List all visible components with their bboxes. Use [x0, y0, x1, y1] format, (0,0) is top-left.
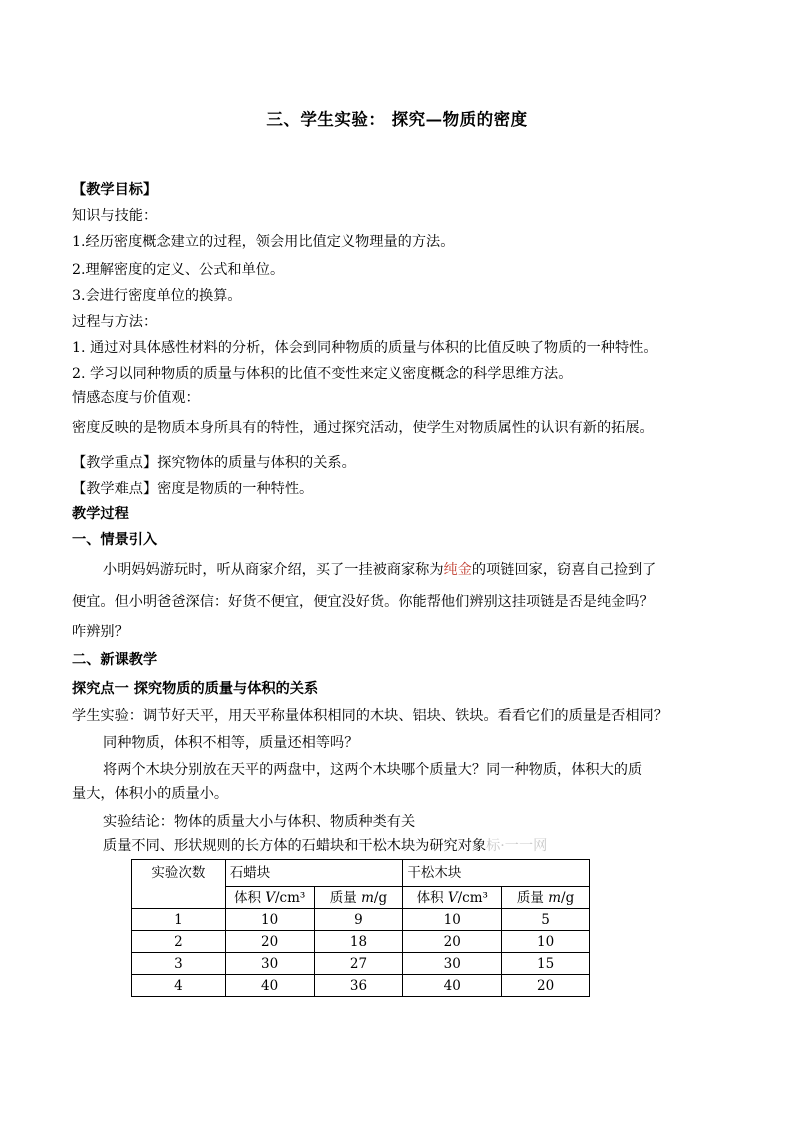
body-line: 实验结论：物体的质量大小与体积、物质种类有关 — [103, 814, 416, 830]
table-cell: 20 — [502, 975, 590, 997]
table-cell: 3 — [132, 953, 226, 975]
table-header-cell — [502, 887, 590, 909]
table-group-header: 石蜡块 — [225, 860, 403, 887]
table-cell: 27 — [314, 953, 403, 975]
vol-var: V — [447, 889, 458, 906]
mass-label: 质量 — [329, 889, 362, 906]
process-heading: 过程与方法： — [72, 314, 158, 330]
knowledge-item: 3.会进行密度单位的换算。 — [72, 288, 242, 304]
table-cell: 30 — [225, 953, 314, 975]
table-cell: 2 — [132, 931, 226, 953]
table-cell: 9 — [314, 909, 403, 931]
intro-text: 的项链回家，窃喜自己捡到了 — [471, 562, 657, 578]
body-line: 同种物质，体积不相等，质量还相等吗？ — [103, 735, 359, 751]
table-cell: 15 — [502, 953, 590, 975]
table-cell: 18 — [314, 931, 403, 953]
process-item: 2. 学习以同种物质的质量与体积的比值不变性来定义密度概念的科学思维方法。 — [72, 366, 573, 382]
table-header-cell: 实验次数 — [132, 860, 226, 909]
table-cell: 4 — [132, 975, 226, 997]
intro-paragraph-line: 便宜。但小明爸爸深信：好货不便宜，便宜没好货。你能帮他们辨别这挂项链是否是纯金吗？ — [72, 594, 654, 610]
table-cell: 20 — [225, 931, 314, 953]
table-header-cell — [225, 887, 314, 909]
process-title: 教学过程 — [72, 506, 129, 522]
table-header-cell — [314, 887, 403, 909]
attitude-text: 密度反映的是物质本身所具有的特性，通过探究活动，使学生对物质属性的认识有新的拓展。 — [72, 420, 654, 436]
vol-label: 体积 — [233, 889, 266, 906]
knowledge-heading: 知识与技能： — [72, 208, 158, 224]
table-header-row — [132, 860, 590, 887]
table-header-cell — [403, 887, 502, 909]
mass-unit: /g — [373, 889, 388, 906]
page-title: 三、学生实验： 探究—物质的密度 — [266, 110, 528, 129]
knowledge-item: 2.理解密度的定义、公式和单位。 — [72, 262, 285, 278]
table-cell: 40 — [225, 975, 314, 997]
body-text: 质量不同、形状规则的长方体的石蜡块和干松木块为研究对象 — [103, 838, 487, 854]
table-cell: 1 — [132, 909, 226, 931]
vol-var: V — [265, 889, 275, 906]
intro-paragraph-line: 咋辨别？ — [72, 624, 129, 640]
vol-label: 体积 — [416, 889, 448, 906]
knowledge-item: 1.经历密度概念建立的过程，领会用比值定义物理量的方法。 — [72, 234, 455, 250]
experiment-table — [131, 859, 590, 997]
table-row — [132, 953, 590, 975]
table-cell: 5 — [502, 909, 590, 931]
section-heading: 二、新课教学 — [72, 652, 158, 668]
watermark: 标·一一网 — [486, 838, 548, 854]
process-item: 1. 通过对具体感性材料的分析，体会到同种物质的质量与体积的比值反映了物质的一种特性。 — [72, 340, 658, 356]
vol-unit: /cm³ — [457, 889, 488, 906]
table-row — [132, 909, 590, 931]
body-line: 将两个木块分别放在天平的两盘中，这两个木块哪个质量大？同一种物质，体积大的质 — [103, 762, 643, 778]
mass-label: 质量 — [516, 889, 549, 906]
table-cell: 36 — [314, 975, 403, 997]
table-row — [132, 975, 590, 997]
body-line: 量大，体积小的质量小。 — [72, 786, 229, 802]
intro-paragraph-line — [103, 560, 656, 580]
table-cell: 30 — [403, 953, 502, 975]
section-heading: 一、情景引入 — [72, 532, 158, 548]
body-line: 学生实验：调节好天平，用天平称量体积相同的木块、铝块、铁块。看看它们的质量是否相同？ — [72, 708, 668, 724]
explore-title: 探究点一 探究物质的质量与体积的关系 — [72, 681, 319, 697]
intro-text: 小明妈妈游玩时，听从商家介绍，买了一挂被商家称为 — [103, 562, 444, 578]
table-cell: 40 — [403, 975, 502, 997]
objectives-heading: 【教学目标】 — [72, 182, 158, 198]
table-group-header: 干松木块 — [403, 860, 590, 887]
mass-var: m — [361, 889, 374, 906]
table-cell: 10 — [502, 931, 590, 953]
difficult-point: 【教学难点】密度是物质的一种特性。 — [72, 481, 314, 497]
table-row — [132, 931, 590, 953]
body-line — [103, 836, 547, 856]
key-point: 【教学重点】探究物体的质量与体积的关系。 — [72, 455, 356, 471]
mass-unit: /g — [561, 889, 575, 906]
table-cell: 10 — [403, 909, 502, 931]
mass-var: m — [548, 889, 562, 906]
highlight-text: 纯金 — [443, 562, 472, 578]
table-cell: 10 — [225, 909, 314, 931]
attitude-heading: 情感态度与价值观： — [72, 390, 200, 406]
table-cell: 20 — [403, 931, 502, 953]
vol-unit: /cm³ — [275, 889, 306, 906]
